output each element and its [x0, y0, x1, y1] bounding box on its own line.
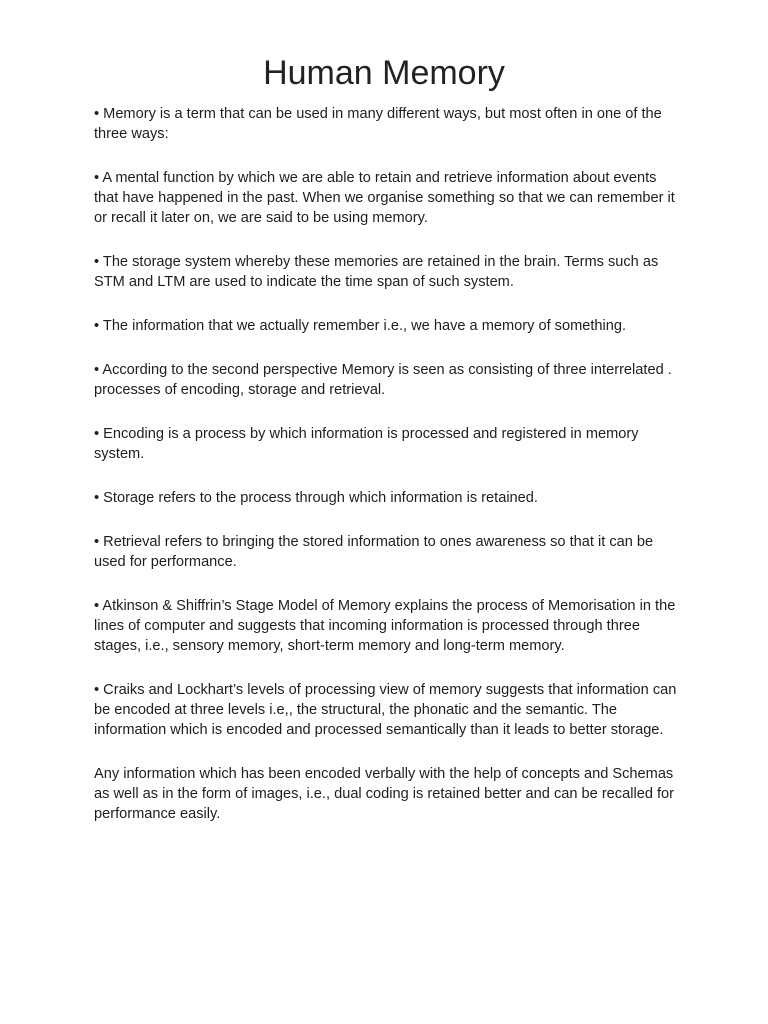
paragraph-9: • Atkinson & Shiffrin’s Stage Model of Memory explains the process of Memorisation in the lines of computer and suggests that incoming information is processed through three stages, i.e., sensory memory, short-term memory and long-term memory. — [94, 598, 676, 654]
paragraph-10: • Craiks and Lockhart’s levels of processing view of memory suggests that information can be encoded at three levels i.e,, the structural, the phonatic and the semantic. The information which is encoded and processed semantically than it leads to better storage. — [94, 682, 677, 738]
document-body — [94, 104, 684, 848]
paragraph-6: • Encoding is a process by which information is processed and registered in memory system. — [94, 426, 639, 462]
paragraph-4: • The information that we actually remember i.e., we have a memory of something. — [94, 318, 627, 334]
paragraph-1: • Memory is a term that can be used in many different ways, but most often in one of the three ways: — [94, 106, 662, 142]
page-title: Human Memory — [263, 54, 505, 92]
paragraph-2: • A mental function by which we are able to retain and retrieve information about events that have happened in the past. When we organise something so that we can remember it or recall it later on, we are said to be using memory. — [94, 170, 675, 226]
paragraph-8: • Retrieval refers to bringing the stored information to ones awareness so that it can be used for performance. — [94, 534, 654, 570]
paragraph-7: • Storage refers to the process through which information is retained. — [94, 490, 538, 506]
paragraph-11: Any information which has been encoded verbally with the help of concepts and Schemas as well as in the form of images, i.e., dual coding is retained better and can be recalled for performance easily. — [94, 766, 675, 822]
paragraph-5: • According to the second perspective Memory is seen as consisting of three interrelated . processes of encoding, storage and retrieval. — [94, 362, 672, 398]
paragraph-3: • The storage system whereby these memories are retained in the brain. Terms such as STM and LTM are used to indicate the time span of such system. — [94, 254, 659, 290]
